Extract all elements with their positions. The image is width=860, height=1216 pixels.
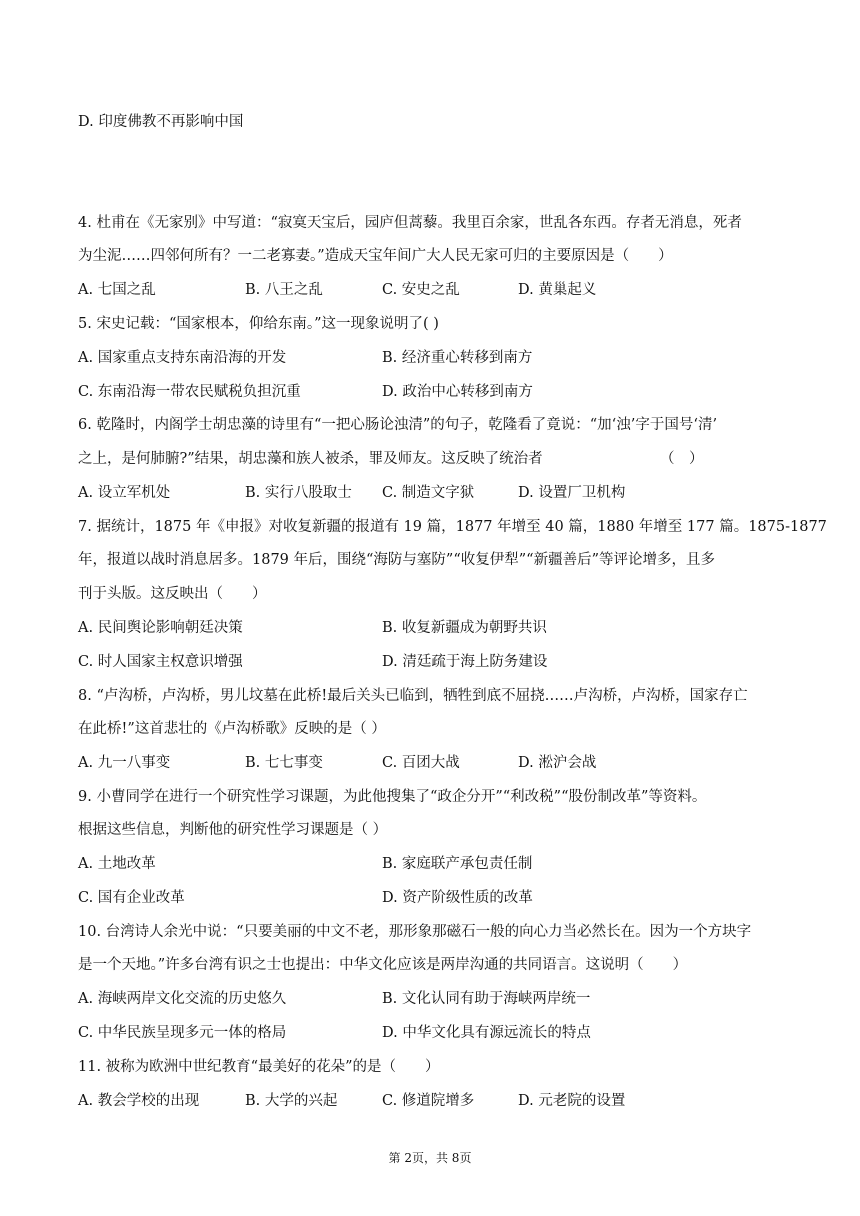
q9-option-b: B. 家庭联产承包责任制 [382,856,533,872]
q7-option-b: B. 收复新疆成为朝野共识 [382,620,547,636]
q9-stem-line2: 根据这些信息，判断他的研究性学习课题是（ ） [78,822,388,838]
q8-option-a: A. 九一八事变 [78,755,171,771]
q11-option-a: A. 教会学校的出现 [78,1093,200,1109]
q7-option-a: A. 民间舆论影响朝廷决策 [78,620,243,636]
q4-option-b: B. 八王之乱 [245,282,323,298]
q6-stem-line2: 之上，是何肺腑?”结果，胡忠藻和族人被杀，罪及师友。这反映了统治者 [78,451,543,467]
q6-option-a: A. 设立军机处 [78,485,171,501]
q10-option-b: B. 文化认同有助于海峡两岸统一 [382,991,591,1007]
q10-option-d: D. 中华文化具有源远流长的特点 [382,1025,591,1041]
q7-stem-line1: 7. 据统计，1875 年《申报》对收复新疆的报道有 19 篇，1877 年增至 40 篇，1880 年增至 177 篇。1875-1877 [78,519,827,535]
q11-stem-line1: 11. 被称为欧洲中世纪教育“最美好的花朵”的是（ ） [78,1059,440,1075]
q6-option-b: B. 实行八股取士 [245,485,352,501]
q9-stem-line1: 9. 小曹同学在进行一个研究性学习课题，为此他搜集了“政企分开”“利改税”“股份制改革”等资料。 [78,789,707,805]
q5-option-d: D. 政治中心转移到南方 [382,384,533,400]
q9-option-d: D. 资产阶级性质的改革 [382,890,533,906]
q7-stem-line2: 年，报道以战时消息居多。1879 年后，围绕“海防与塞防”“收复伊犁”“新疆善后”等评论增多，且多 [78,552,715,568]
q10-stem-line1: 10. 台湾诗人余光中说：“只要美丽的中文不老，那形象那磁石一般的向心力当必然长在。因为一个方块字 [78,924,752,940]
q9-option-a: A. 土地改革 [78,856,156,872]
q6-answer-paren: （ ） [660,451,704,467]
q5-stem-line1: 5. 宋史记载：“国家根本，仰给东南。”这一现象说明了( ) [78,316,439,332]
q11-option-b: B. 大学的兴起 [245,1093,338,1109]
q9-option-c: C. 国有企业改革 [78,890,185,906]
q5-option-b: B. 经济重心转移到南方 [382,350,533,366]
q10-option-c: C. 中华民族呈现多元一体的格局 [78,1025,287,1041]
q10-stem-line2: 是一个天地。”许多台湾有识之士也提出：中华文化应该是两岸沟通的共同语言。这说明（ ） [78,957,688,973]
q4-option-a: A. 七国之乱 [78,282,156,298]
page-number-footer: 第 2页，共 8页 [388,1151,472,1165]
q8-option-c: C. 百团大战 [382,755,460,771]
q4-option-c: C. 安史之乱 [382,282,460,298]
q4-option-d: D. 黄巢起义 [518,282,597,298]
q11-option-d: D. 元老院的设置 [518,1093,626,1109]
q6-option-c: C. 制造文字狱 [382,485,475,501]
q10-option-a: A. 海峡两岸文化交流的历史悠久 [78,991,287,1007]
q7-stem-line3: 刊于头版。这反映出（ ） [78,586,267,602]
q8-option-d: D. 淞沪会战 [518,755,597,771]
q11-option-c: C. 修道院增多 [382,1093,475,1109]
q8-stem-line2: 在此桥!”这首悲壮的《卢沟桥歌》反映的是（ ） [78,721,386,737]
q5-option-c: C. 东南沿海一带农民赋税负担沉重 [78,384,301,400]
q7-option-c: C. 时人国家主权意识增强 [78,654,243,670]
q3-option-d: D. 印度佛教不再影响中国 [78,114,244,130]
q8-option-b: B. 七七事变 [245,755,323,771]
q6-stem-line1: 6. 乾隆时，内阁学士胡忠藻的诗里有“一把心肠论浊清”的句子，乾隆看了竟说：“加‘浊’字于国号‘清’ [78,417,718,433]
q5-option-a: A. 国家重点支持东南沿海的开发 [78,350,287,366]
q4-stem-line1: 4. 杜甫在《无家别》中写道：“寂寞天宝后，园庐但蒿藜。我里百余家，世乱各东西。存者无消息，死者 [78,215,742,231]
q7-option-d: D. 清廷疏于海上防务建设 [382,654,548,670]
q6-option-d: D. 设置厂卫机构 [518,485,626,501]
q8-stem-line1: 8. “卢沟桥，卢沟桥，男儿坟墓在此桥!最后关头已临到，牺牲到底不屈挠……卢沟桥，卢沟桥，国家存亡 [78,688,748,704]
q4-stem-line2: 为尘泥……四邻何所有？一二老寡妻。”造成天宝年间广大人民无家可归的主要原因是（ ） [78,248,673,264]
